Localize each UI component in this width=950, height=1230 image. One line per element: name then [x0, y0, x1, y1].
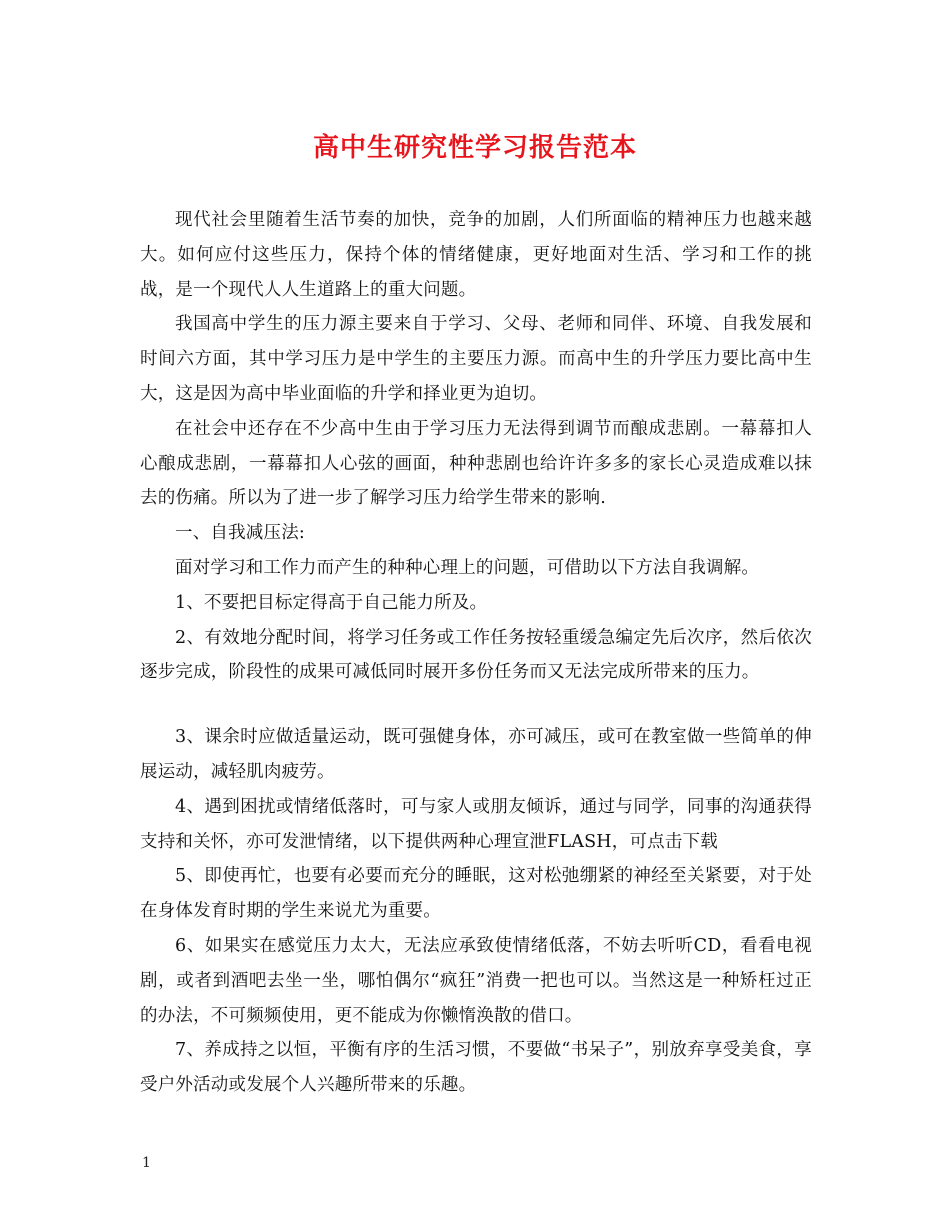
paragraph: 我国高中学生的压力源主要来自于学习、父母、老师和同伴、环境、自我发展和时间六方面，其中学习压力是中学生的主要压力源。而高中生的升学压力要比高中生大，这是因为高中毕业面临的升学和择业更为迫切。	[140, 314, 812, 404]
list-item: 1、不要把目标定得高于自己能力所及。	[175, 592, 488, 613]
paragraph: 现代社会里随着生活节奏的加快，竞争的加剧，人们所面临的精神压力也越来越大。如何应付这些压力，保持个体的情绪健康，更好地面对生活、学习和工作的挑战，是一个现代人人生道路上的重大问题。	[140, 210, 812, 300]
list-item: 5、即使再忙，也要有必要而充分的睡眠，这对松弛绷紧的神经至关紧要，对于处在身体发育时期的学生来说尤为重要。	[140, 866, 812, 922]
page-number: 1	[142, 1155, 151, 1171]
list-item: 7、养成持之以恒，平衡有序的生活习惯，不要做“书呆子”，别放弃享受美食，享受户外活动或发展个人兴趣所带来的乐趣。	[140, 1040, 812, 1096]
paragraph: 面对学习和工作力而产生的种种心理上的问题，可借助以下方法自我调解。	[175, 557, 760, 578]
list-item: 2、有效地分配时间，将学习任务或工作任务按轻重缓急编定先后次序，然后依次逐步完成，阶段性的成果可减低同时展开多份任务而又无法完成所带来的压力。	[140, 627, 812, 683]
list-item: 6、如果实在感觉压力太大，无法应承致使情绪低落，不妨去听听CD，看看电视剧，或者到酒吧去坐一坐，哪怕偶尔“疯狂”消费一把也可以。当然这是一种矫枉过正的办法，不可频频使用，更不能成为你懒惰涣散的借口。	[140, 935, 812, 1026]
list-item: 3、课余时应做适量运动，既可强健身体，亦可减压，或可在教室做一些简单的伸展运动，减轻肌肉疲劳。	[140, 727, 812, 782]
document-body	[140, 203, 812, 1103]
document-title: 高中生研究性学习报告范本	[312, 133, 637, 163]
blank-line	[140, 690, 812, 720]
list-item: 4、遇到困扰或情绪低落时，可与家人或朋友倾诉，通过与同学，同事的沟通获得支持和关怀，亦可发泄情绪，以下提供两种心理宣泄FLASH，可点击下载	[140, 796, 812, 852]
paragraph: 在社会中还存在不少高中生由于学习压力无法得到调节而酿成悲剧。一幕幕扣人心酿成悲剧，一幕幕扣人心弦的画面，种种悲剧也给许许多多的家长心灵造成难以抹去的伤痛。所以为了进一步了解学习压力给学生带来的影响.	[140, 418, 812, 509]
section-heading: 一、自我减压法:	[175, 523, 305, 544]
